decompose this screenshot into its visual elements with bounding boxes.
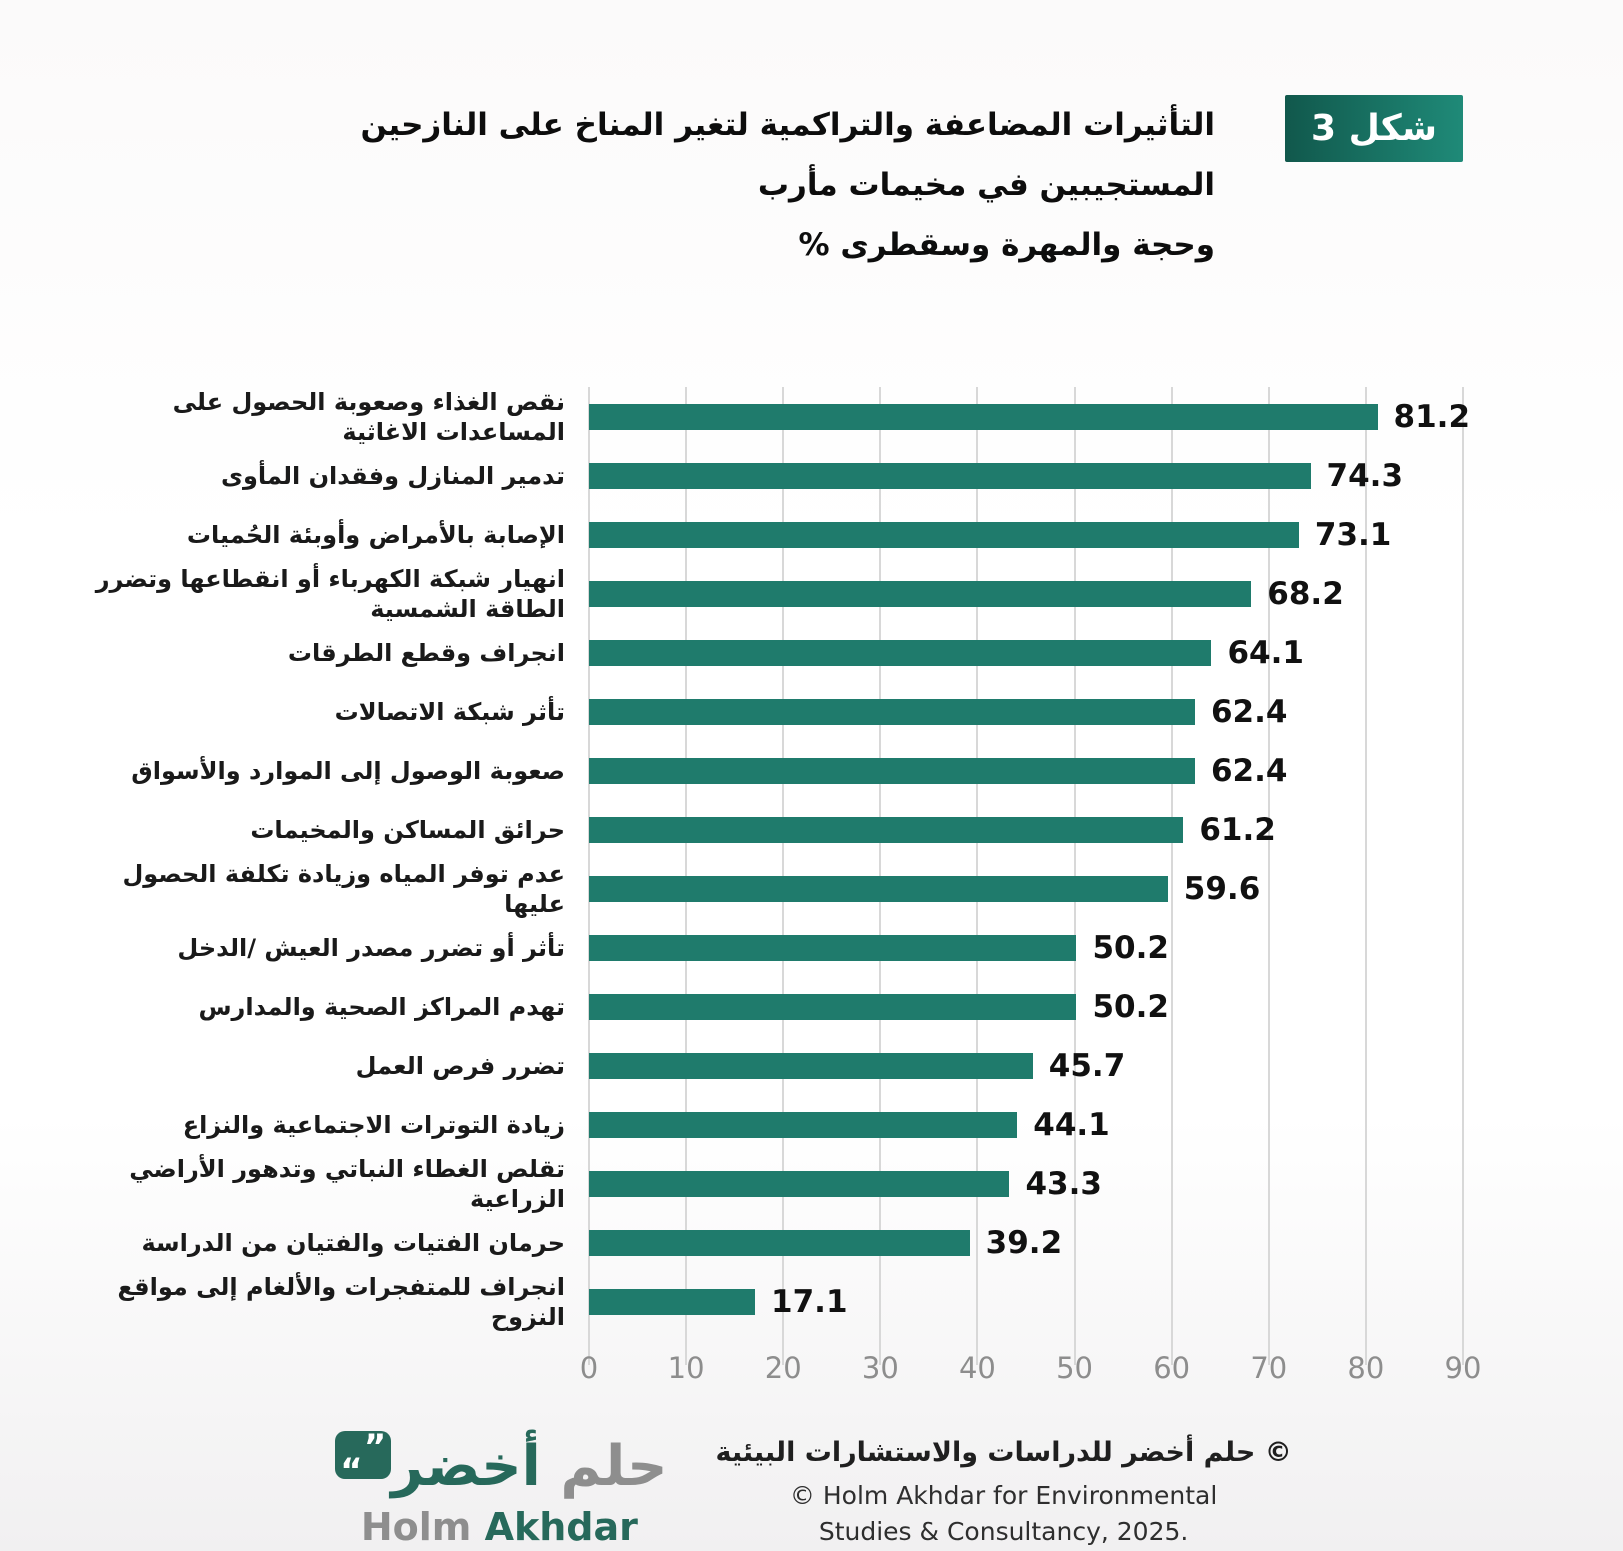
category-label: انهيار شبكة الكهرباء أو انقطاعها وتضرر الطاقة الشمسية [95,564,565,623]
x-tick-label: 0 [579,1351,599,1385]
bar-row [85,505,1623,564]
bar [589,1230,970,1256]
bar-track [589,634,1463,671]
value-label: 74.3 [1326,457,1404,494]
category-label: انجراف وقطع الطرقات [287,638,565,667]
x-tick-label: 20 [764,1351,802,1385]
bar [589,817,1183,843]
bar-row [85,1154,1623,1213]
category-label: تقلص الغطاء النباتي وتدهور الأراضي الزراعية [129,1154,565,1213]
bar [589,404,1378,430]
bar [589,1289,755,1315]
value-label: 62.4 [1210,752,1288,789]
category-label: صعوبة الوصول إلى الموارد والأسواق [131,756,565,785]
value-label: 44.1 [1033,1106,1110,1143]
value-label: 64.1 [1227,634,1304,671]
title-line-1: التأثيرات المضاعفة والتراكمية لتغير المناخ على النازحين المستجيبين في مخيمات مأرب [360,107,1215,203]
value-label: 50.2 [1092,988,1169,1025]
logo-arabic-word-gray: حلم [560,1433,668,1499]
bar-track [589,693,1463,730]
x-tick-label: 50 [1056,1351,1093,1385]
bar-rows [85,387,1623,1331]
bar-track [589,457,1463,494]
bar-track [589,1047,1463,1084]
bar-track [589,988,1463,1025]
bar [589,699,1195,725]
category-label: تضرر فرص العمل [355,1051,565,1080]
logo-arabic-wordmark [391,1433,668,1499]
value-label: 68.2 [1267,575,1344,612]
bar-track [589,811,1463,848]
header [0,0,1623,275]
x-tick-label: 60 [1153,1351,1191,1385]
value-label: 45.7 [1048,1047,1126,1084]
value-label: 50.2 [1092,929,1169,966]
footer [0,1426,1623,1551]
x-tick-label: 90 [1444,1351,1482,1385]
value-label: 62.4 [1210,693,1288,730]
quote-top-icon: ” [363,1426,387,1467]
bar [589,640,1211,666]
category-label: نقص الغذاء وصعوبة الحصول على المساعدات الاغاثية [172,387,565,446]
bar [589,994,1076,1020]
title-line-2: وحجة والمهرة وسقطرى % [798,227,1215,263]
bar [589,935,1076,961]
bar-row [85,1036,1623,1095]
logo-latin-wordmark [361,1505,638,1549]
logo-arabic-row [331,1426,668,1499]
bar-track [589,516,1463,553]
copyright-english-line1: © Holm Akhdar for Environmental [789,1481,1218,1510]
bar-row [85,1272,1623,1331]
bar-row [85,446,1623,505]
category-label: زيادة التوترات الاجتماعية والنزاع [182,1110,565,1139]
quote-bubble-icon [335,1426,391,1491]
copyright-arabic: © حلم أخضر للدراسات والاستشارات البيئية [715,1437,1292,1468]
bar-track [589,1224,1463,1261]
bar-row [85,564,1623,623]
category-label: حرائق المساكن والمخيمات [250,815,565,844]
category-label: تدمير المنازل وفقدان المأوى [220,461,565,490]
category-label: تأثر أو تضرر مصدر العيش /الدخل [177,933,565,962]
bar-row [85,682,1623,741]
bar [589,463,1311,489]
bar [589,876,1168,902]
logo-latin-word-green: Akhdar [484,1504,638,1549]
bar-track [589,398,1471,435]
category-label: تأثر شبكة الاتصالات [334,697,565,726]
bar-row [85,1213,1623,1272]
bar [589,758,1195,784]
bar [589,581,1251,607]
holm-akhdar-logo [331,1426,668,1549]
value-label: 43.3 [1025,1165,1102,1202]
bar-track [589,1283,1463,1320]
bar-row [85,1095,1623,1154]
value-label: 61.2 [1199,811,1276,848]
value-label: 39.2 [985,1224,1063,1261]
bar [589,1053,1033,1079]
bar-track [589,575,1463,612]
copyright-block [715,1437,1291,1551]
value-label: 59.6 [1183,870,1261,907]
bar [589,1171,1009,1197]
category-label: حرمان الفتيات والفتيان من الدراسة [141,1228,565,1257]
bar-row [85,859,1623,918]
bar-track [589,929,1463,966]
x-tick-label: 40 [958,1351,996,1385]
bar-chart [0,387,1623,1385]
copyright-english-line2: Studies & Consultancy, 2025. [818,1517,1189,1547]
figure-title [225,95,1215,275]
x-tick-label: 70 [1250,1351,1288,1385]
bar [589,1112,1017,1138]
bar-row [85,800,1623,859]
value-label: 81.2 [1393,398,1471,435]
bar-track [589,752,1463,789]
category-label: انجراف للمتفجرات والألغام إلى مواقع النزوح [117,1272,565,1331]
bar-row [85,623,1623,682]
bar-row [85,387,1623,446]
logo-latin-word-gray: Holm [360,1504,472,1549]
quote-bottom-icon: “ [340,1450,363,1491]
figure-badge: شكل 3 [1285,95,1463,162]
value-label: 17.1 [771,1283,848,1320]
x-tick-label: 30 [861,1351,899,1385]
bar-track [589,870,1463,907]
bar-track [589,1106,1463,1143]
category-label: الإصابة بالأمراض وأوبئة الحُميات [186,520,565,549]
x-axis [579,1343,1482,1385]
bar-row [85,918,1623,977]
x-tick-label: 80 [1347,1351,1385,1385]
value-label: 73.1 [1314,516,1392,553]
logo-arabic-word-green: أخضر [391,1433,541,1499]
bar [589,522,1299,548]
bar-row [85,741,1623,800]
category-label: تهدم المراكز الصحية والمدارس [198,992,565,1021]
category-label: عدم توفر المياه وزيادة تكلفة الحصول عليها [122,859,565,918]
x-tick-label: 10 [667,1351,705,1385]
bar-row [85,977,1623,1036]
bar-track [589,1165,1463,1202]
